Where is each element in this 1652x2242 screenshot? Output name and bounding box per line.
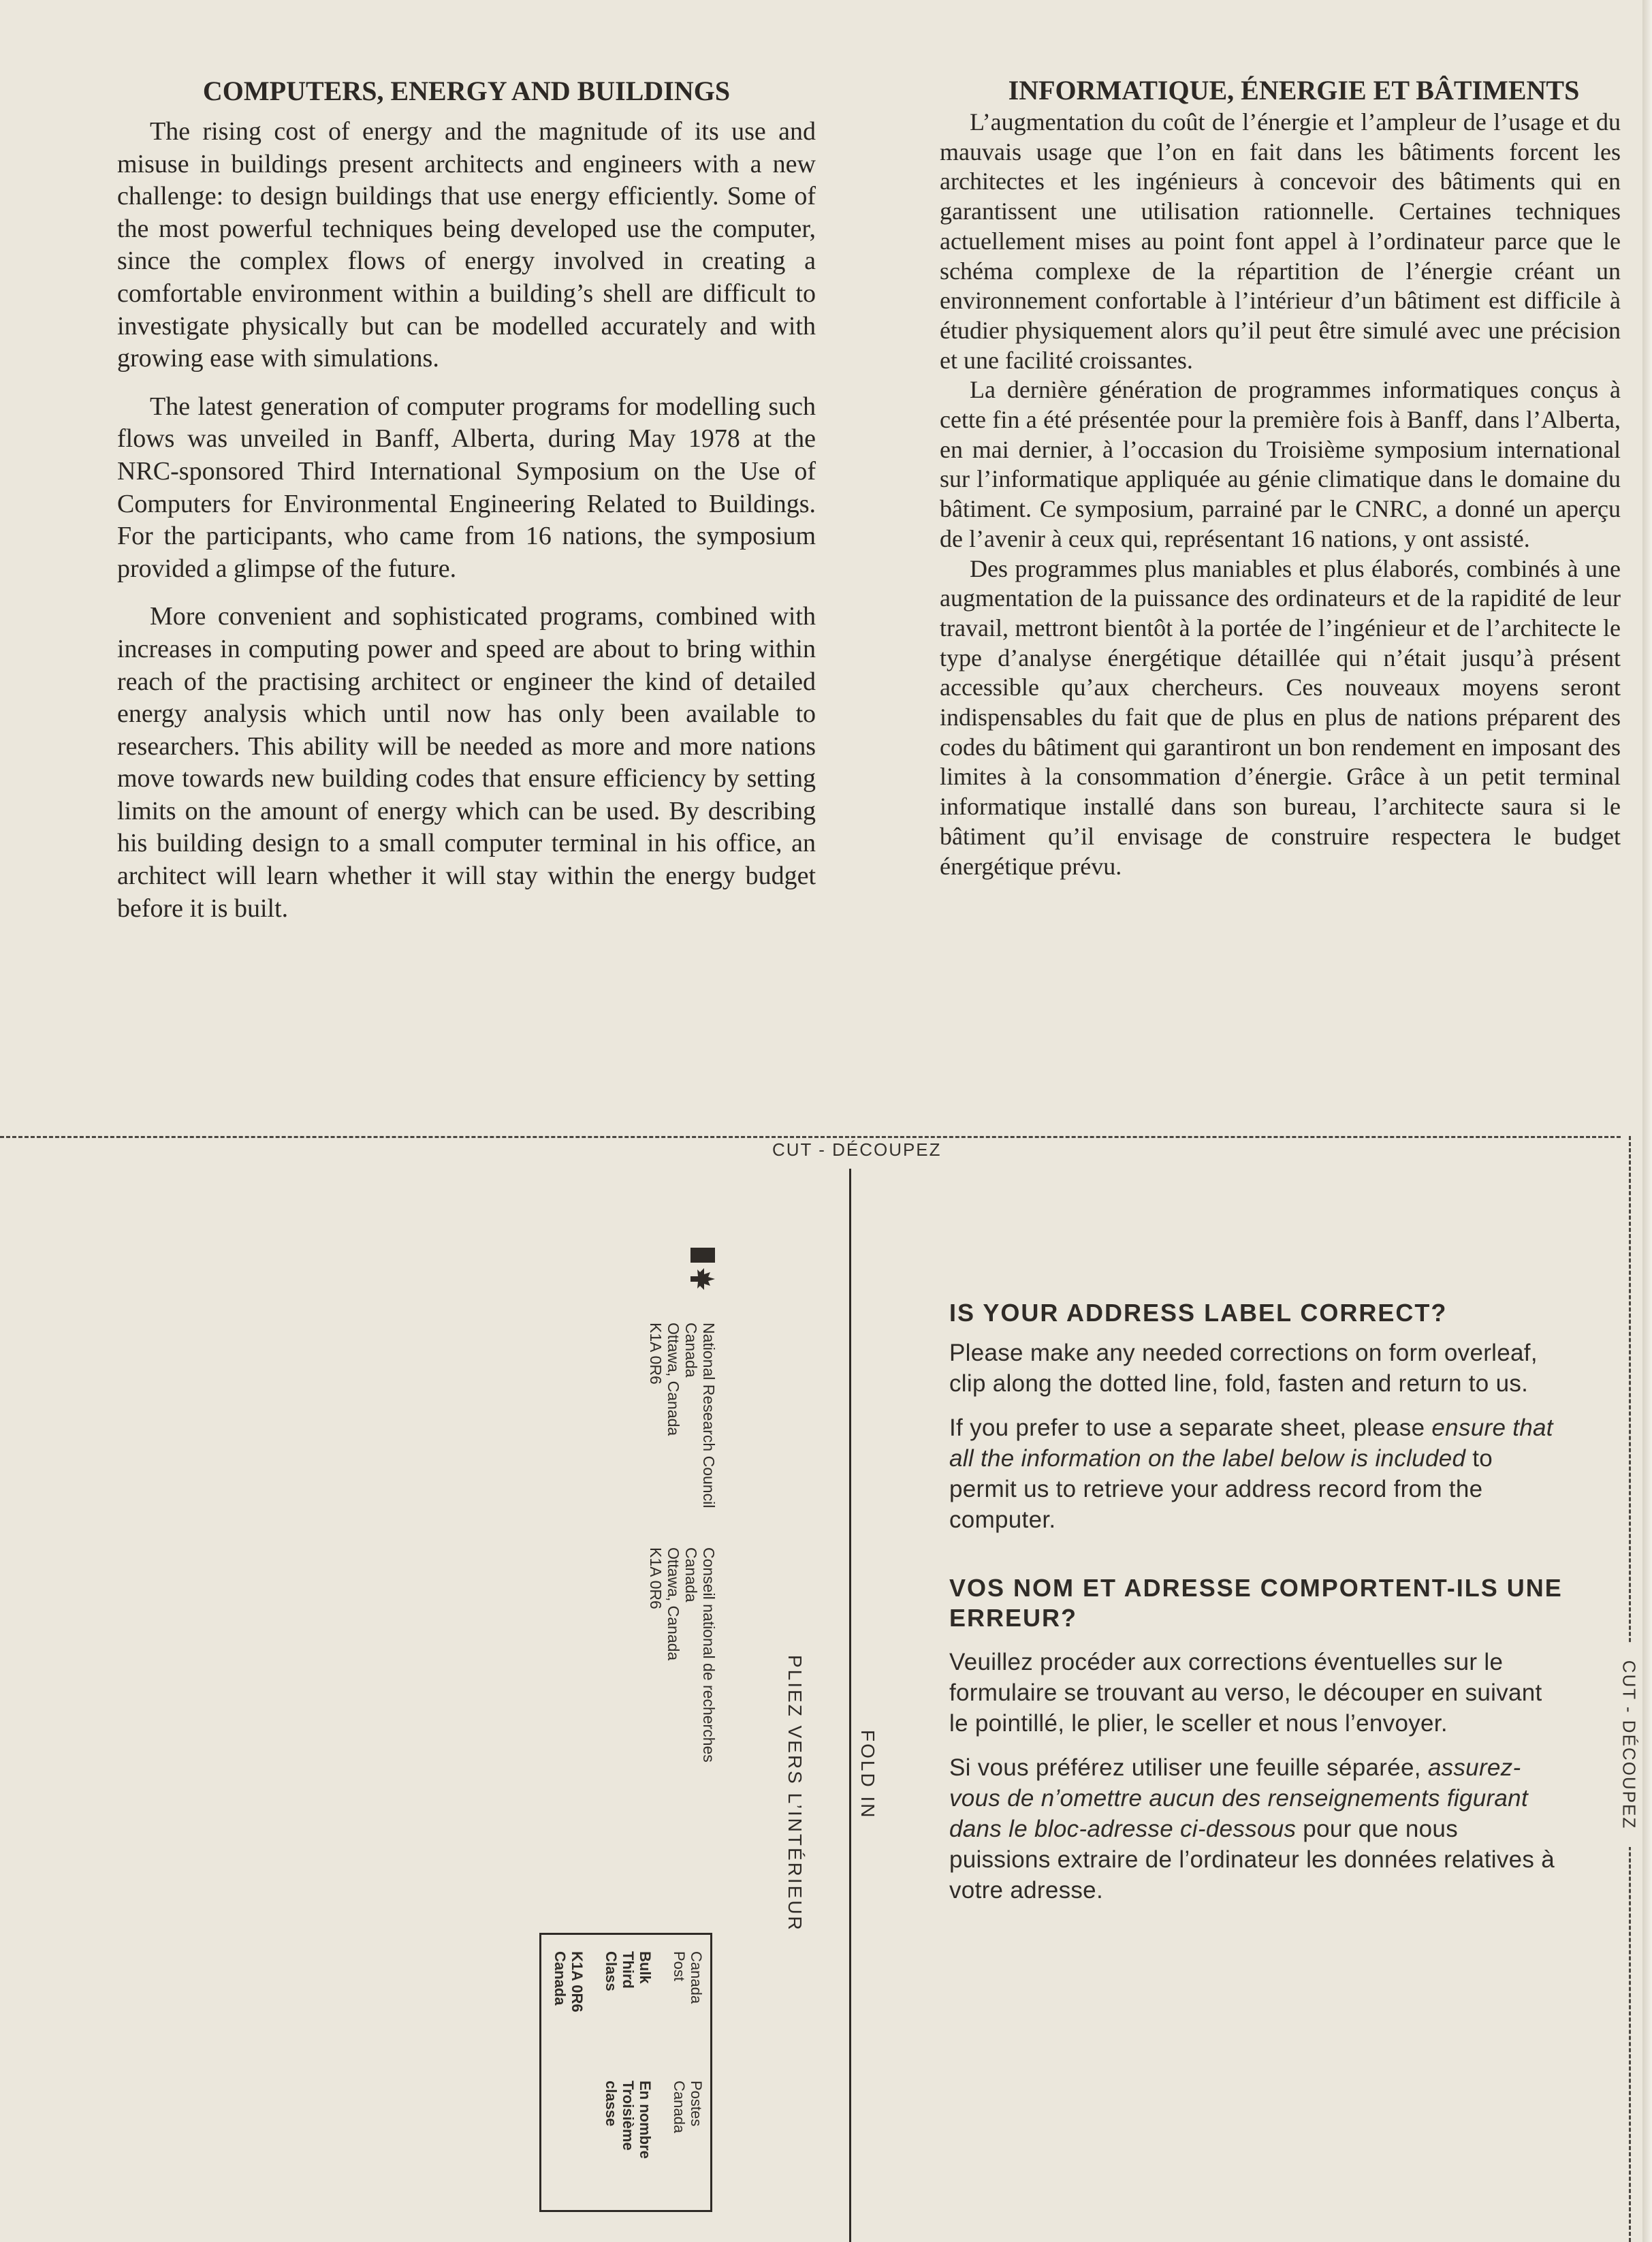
article-title-english: COMPUTERS, ENERGY AND BUILDINGS [202,76,731,106]
notice-paragraph: Please make any needed corrections on form overleaf, clip along the dotted line, fold, fasten and return to us. [949,1340,1538,1397]
indicia-line: Canada [552,1951,569,2006]
cut-label-vertical-wrap [1615,1643,1642,1847]
indicia-line: Canada [671,2081,688,2134]
indicia-line: Postes [688,2081,705,2127]
notice-emphasis: assurez-vous de n’omettre aucun des renseignements figurant dans le bloc-adresse ci-dessous [949,1754,1528,1842]
return-address-french [647,1547,718,1763]
cut-label: CUT - DÉCOUPEZ [768,1139,946,1161]
article-paragraph: La dernière génération de programmes informatiques conçus à cette fin a été présentée pour la première fois à Banff, dans l’Alberta, en mai dernier, à l’occasion du Troisième symposium international sur l’informatique appliquée au génie climatique dans le domaine du bâtiment. Ce symposium, parrainé par le CNRC, a donné un aperçu de l’avenir à ceux qui, représentant 16 nations, y ont assisté. [940,376,1621,552]
address-line: Ottawa, Canada [665,1323,682,1436]
notice-emphasis: ensure that all the information on the label below is included [949,1415,1553,1472]
article-english [117,74,816,941]
address-line: National Research Council [700,1323,718,1509]
address-line: K1A 0R6 [647,1323,665,1385]
article-paragraph: L’augmentation du coût de l’énergie et l’ampleur de l’usage et du mauvais usage que l’on en fait dans les bâtiments forcent les architectes et les ingénieurs à concevoir des bâtiments qui en garantissent une utilisation rationnelle. Certaines techniques actuellement mises au point font appel à l’ordinateur parce que le schéma complexe de la répartition de l’énergie créant un environnement confortable à l’intérieur d’un bâtiment est difficile à étudier physiquement alors qu’il peut être simulé avec une précision et une facilité croissantes. [940,108,1621,374]
article-french [940,74,1621,881]
notice-paragraph: Veuillez procéder aux corrections éventuelles sur le formulaire se trouvant au verso, le découper en suivant le pointillé, le plier, le sceller et nous l’envoyer. [949,1649,1542,1737]
notice-paragraph [949,1752,1565,1906]
notice-heading-english: IS YOUR ADDRESS LABEL CORRECT? [949,1299,1448,1327]
indicia-line: classe [603,2081,620,2127]
postage-indicia-text [547,1938,710,2210]
indicia-line: Post [671,1951,688,1982]
indicia-english [552,1951,705,2012]
article-paragraph: More convenient and sophisticated programs, combined with increases in computing power and speed are about to bring within reach of the practising architect or engineer the kind of detailed energy analysis which until now has only been available to researchers. This ability will be needed as more and more nations move towards new building codes that ensure efficiency by setting limits on the amount of energy which can be used. By describing his building design to a small computer terminal in his office, an architect will learn whether it will stay within the energy budget before it is built. [117,602,816,923]
article-paragraph: The latest generation of computer programs for modelling such flows was unveiled in Banff, Alberta, during May 1978 at the NRC-sponsored Third International Symposium on the Use of Computers for Environmental Engineering Related to Buildings. For the participants, who came from 16 nations, the symposium provided a glimpse of the future. [117,392,816,583]
address-label-notice [949,1298,1565,1906]
fold-label-french: PLIEZ VERS L’INTÉRIEUR [784,1655,806,1932]
cut-line-horizontal [0,1136,1621,1138]
notice-text: Si vous préférez utiliser une feuille séparée, [949,1754,1428,1781]
fold-line [849,1169,851,2242]
fold-label-english: FOLD IN [857,1730,878,1820]
indicia-line: En nombre [637,2081,654,2159]
indicia-french [603,2081,705,2159]
indicia-line: Troisième [620,2081,637,2151]
indicia-line: Bulk [637,1951,654,1984]
indicia-postal-code: K1A 0R6 [569,1951,586,2012]
return-address [571,1248,720,1765]
address-line: Ottawa, Canada [665,1547,682,1661]
page-edge [1642,0,1652,2242]
address-line: Canada [682,1547,700,1602]
article-title-french: INFORMATIQUE, ÉNERGIE ET BÂTIMENTS [1008,75,1580,106]
address-line: Canada [682,1323,700,1378]
postage-indicia-box [539,1933,712,2212]
notice-heading-french: VOS NOM ET ADRESSE COMPORTENT-ILS UNE ERREUR? [949,1574,1563,1632]
indicia-line: Class [603,1951,620,1991]
cut-label-vertical: CUT - DÉCOUPEZ [1619,1660,1640,1830]
return-address-english [647,1323,718,1508]
notice-paragraph [949,1412,1565,1535]
address-line: Conseil national de recherches [700,1547,718,1763]
notice-text: pour que nous puissions extraire de l’ordinateur les données relatives à votre adresse. [949,1816,1555,1904]
indicia-line: Canada [688,1951,705,2004]
canada-flag-logo-icon [688,1248,718,1295]
address-line: K1A 0R6 [647,1547,665,1609]
article-paragraph: The rising cost of energy and the magnitude of its use and misuse in buildings present architects and engineers with a new challenge: to design buildings that use energy efficiently. Some of the most powerful techniques being developed use the computer, since the complex flows of energy involved in creating a comfortable environment within a building’s shell are difficult to investigate physically but can be modelled accurately and with growing ease with simulations. [117,117,816,373]
indicia-line: Third [620,1951,637,1989]
notice-text: to permit us to retrieve your address record from the computer. [949,1445,1493,1533]
article-paragraph: Des programmes plus maniables et plus élaborés, combinés à une augmentation de la puissance des ordinateurs et de la rapidité de leur travail, mettront bientôt à la portée de l’ingénieur et de l’architecte le type d’analyse énergétique détaillée qui n’était jusqu’à présent accessible qu’aux chercheurs. Ces nouveaux moyens seront indispensables du fait que de plus en plus de nations préparent des codes du bâtiment qui garantiront un bon rendement en imposant des limites à la consommation d’énergie. Grâce à un petit terminal informatique installé dans son bureau, l’architecte saura si le bâtiment qu’il envisage de construire respectera le budget énergétique prévu. [940,554,1621,880]
notice-text: If you prefer to use a separate sheet, please [949,1415,1432,1441]
